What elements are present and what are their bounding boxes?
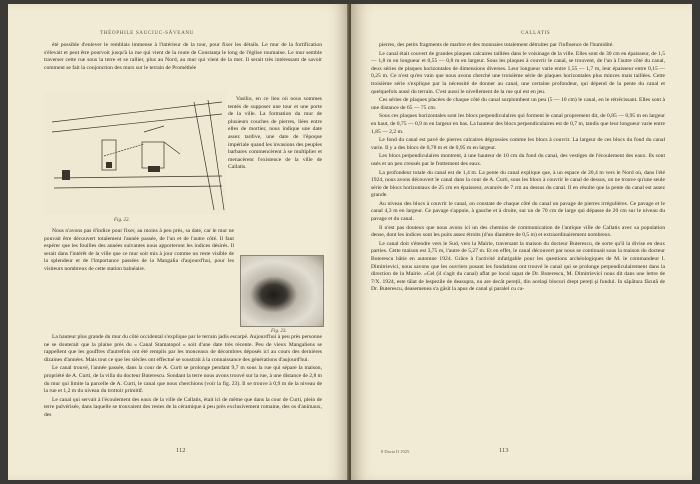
page-number: 112 (176, 447, 186, 454)
footnote: 8 Dacia II 1925. (381, 449, 411, 454)
paragraph: Sous ces plaques horizontales sont les blocs perpendiculaires qui forment le canal proprement dit, de 0,85 — 0,95 m en largeur en haut, de 0,75 — 0,9 m en largeur en bas. La hauteur des blocs perpendiculaires est de 0,7 m, tandis que leur longueur varie entre 1,85 — 2,2 m. (371, 113, 665, 135)
paragraph: Vasiliu, en ce lieu où nous sommes tentés de supposer une tour et une porte de la ville. La formation du mur de plusieurs couches de pierres, liées entre elles de mortier, nous indique une date assez tardive, une date de l'époque impériale quand les invasions des peuples barbares commencèrent à se multiplier et menacèrent l'existence de la ville de Callatis. (228, 96, 322, 171)
paragraph: été possible d'enlever le remblais immense à l'intérieur de la tour, pour fixer les détails. Le mur de la fortification s'élevait et peut être pourvoit jusqu'à la rue qui vient de la route de Constanța le long de l'église roumaine. Le mur semble traverser cette rue sous la terre et se rallier, plus au Nord, au mur qui vient de la mer. Il serait très intéressant de savoir comment se fait la conjonction des murs sur le terrain de Prométhée (44, 42, 322, 71)
body-text (371, 42, 665, 295)
paragraph: pierres, des petits fragments de marbre et des monnaies totalement détruites par l'influence de l'humidité. (379, 42, 614, 48)
paragraph: La hauteur plus grande du mur du côté occidental s'explique par le terrain jadis escarpé. Aujourd'hui à peu près personne ne se douterait que la plaine près du « Canal Stamatopol » soit d'une date très récente. Peu de vieux Mangaliens se rappellent que les gouffres d'autrefois ont été remplis par les monceaux de décombres déposés ici au cours des dernières dizaines d'années. Mais tout ce que les siècles ont effectué se soustrait à la connaissance des générations d'aujourd'hui. (44, 334, 322, 363)
running-header: CALLATIS (521, 30, 551, 36)
paragraph: Nous n'avons pas d'indice pour fixer, au moins à peu près, sa date, car le mur ne pouvait être découvert totalement l'année passée, de l'un et de l'autre côté. Il faut espérer que les fouilles des années suivantes nous apporteront les indices désirés. Il serait dans l'intérêt de la ville que ce mur soit mis à jour comme un reste visible de la splendeur et de l'importance passées de la Mangalia d'aujourd'hui, pour les visiteurs nombreux de cette station balnéaire. (44, 228, 234, 272)
body-text-bottom (44, 334, 322, 421)
body-text-beside-photo (44, 228, 234, 275)
left-page (8, 4, 349, 480)
paragraph: Le canal trouvé, l'année passée, dans la cour de A. Curti se prolonge pendant 9,7 m sous la rue qui sépare la maison, propriété de A. Curti, de la villa du docteur Buterescu. Sondant la terre nous avons trouvé sur la rue, à une distance de 2,8 m du mur qui limite la parcelle de A. Curti, le canal que nous cherchions (voir la fig. 23). Il se trouve à 0,9 m de la niveau de la rue et 1,2 m du niveau du trottoir primitif. (44, 365, 322, 395)
body-text-beside-plan (228, 96, 322, 173)
paragraph: Le canal doit s'étendre vers le Sud, vers la Mairie, traversant la maison du docteur Buterescu, de sorte qu'il la divise en deux parties. Cette maison est 3,75 m, l'autre de 5,27 m. Et en effet, le canal découvert par nous se continuait sous la maison du docteur Buterescu bâtie en automne 1924. Grâce à l'activité infatigable pour les questions archéologiques de M. le commandeur I. Dimitrievici, nous savons que les ouvriers posant les fondations ont trouvé le canal qui se prolonge perpendiculairement dans la direction de la Mairie. «Cel (il s'agit du canal) aflat pe locul sapat de Dr. Buterescu, M. Dimitrievici nous dit dans une lettre de 7/X. 1924, este tăiat de lespezile de deasupra, nu are decât pereții, din acelaşi blocuri drept pereţi şi fundul. In săpătura făcută de Dr. Buterescu, deasemenea s'a găsit la apus de canal şi paralel cu ca- (371, 240, 665, 293)
page-number: 113 (499, 447, 509, 454)
paragraph: La profondeur totale du canal est de 1,4 m. La pente du canal explique que, à un espace de 20,4 m vers le Nord où, dans l'été 1924, nous avons découvert le canal dans la cour de A. Curti, sous les blocs à couvrir le canal de dessus, on ne trouve qu'une seule série de blocs horizontaux de 25 cm en épaisseur, avancés de 7 cm au dessus du canal. Il en résulte que la pente du canal est assez grande. (371, 169, 665, 199)
open-book (8, 4, 692, 480)
paragraph: Au niveau des blocs à couvrir le canal, on constate de chaque côté du canal un pavage de pierres irrégulières. Ce pavage et le canal 4,3 m en largeur. Ce pavage s'appuie, à gauche et à droite, sur un de 70 cm de large qui dépasse de 20 cm sur le niveau du pavage et du canal. (371, 200, 665, 223)
running-header: THÉOPHILE SAUCIUC-SĂVEANU (100, 30, 195, 36)
plan-figure-22 (44, 92, 226, 214)
paragraph: Le canal qui servait à l'écoulement des eaux de la ville de Callatis, était ici de même que dans la cour de Curti, plein de terre pulvérisée, dans laquelle se trouvaient des restes de la céramique à peu près exclusivement romaine, des os d'animaux, des (44, 396, 322, 418)
paragraph: Ces séries de plaques placées de chaque côté du canal surplombent un peu (5 — 10 cm) le canal, en le rétrécissant. Elles sont à une distance de 65 — 75 cm. (371, 97, 665, 111)
right-page (351, 4, 692, 480)
figure-caption: Fig. 23. (271, 329, 287, 334)
paragraph: Il n'est pas douteux que nous avons ici un des chemins de communication de l'antique ville de Callatis avec sa population dense, dont les indices sont les puits assez étroits (d'un diamètre de 0,5 m) et extraordinairement nombreux. (371, 224, 665, 239)
body-text-top (44, 42, 322, 73)
paragraph: Les blocs perpendiculaires montrent, à une hauteur de 10 cm du fond du canal, des vestiges de l'écoulement des eaux. Ils sont usés et un peu creusés par le frottement des eaux. (371, 153, 665, 167)
paragraph: Le fond du canal est pavé de pierres calcaires dégrossies comme les blocs à couvrir. La largeur de ces blocs du fond du canal varie. Il y a des blocs de 0,78 m et de 0,95 m en largeur. (371, 137, 665, 151)
paragraph: Le canal était couvert de grandes plaques calcaires taillées dans le voisinage de la ville. Elles sont de 30 cm en épaisseur, de 1,5 — 1,8 m en longueur et 0,55 — 0,8 m en largeur. Sous les plaques à couvrir le canal, se trouvent, de l'un à l'autre côté du canal, deux séries de plaques horizontales de dimensions diverses. Leur longueur varie entre 1,55 — 1,7 m, leur épaisseur entre 0,15 — 0,25 m. Ce n'est qu'en vain que nous avons cherché une troisième série de plaques horizontales plus minces mais taillées. Cette troisième série s'explique par la nécessité de donner au canal, une certaine profondeur, qui dépend de la pente du canal et quelquefois aussi du terrain. C'est aussi le nivellement de la rue qui est en jeu. (371, 50, 665, 95)
figure-caption: Fig. 22. (114, 218, 130, 223)
photo-figure-23 (240, 255, 324, 327)
